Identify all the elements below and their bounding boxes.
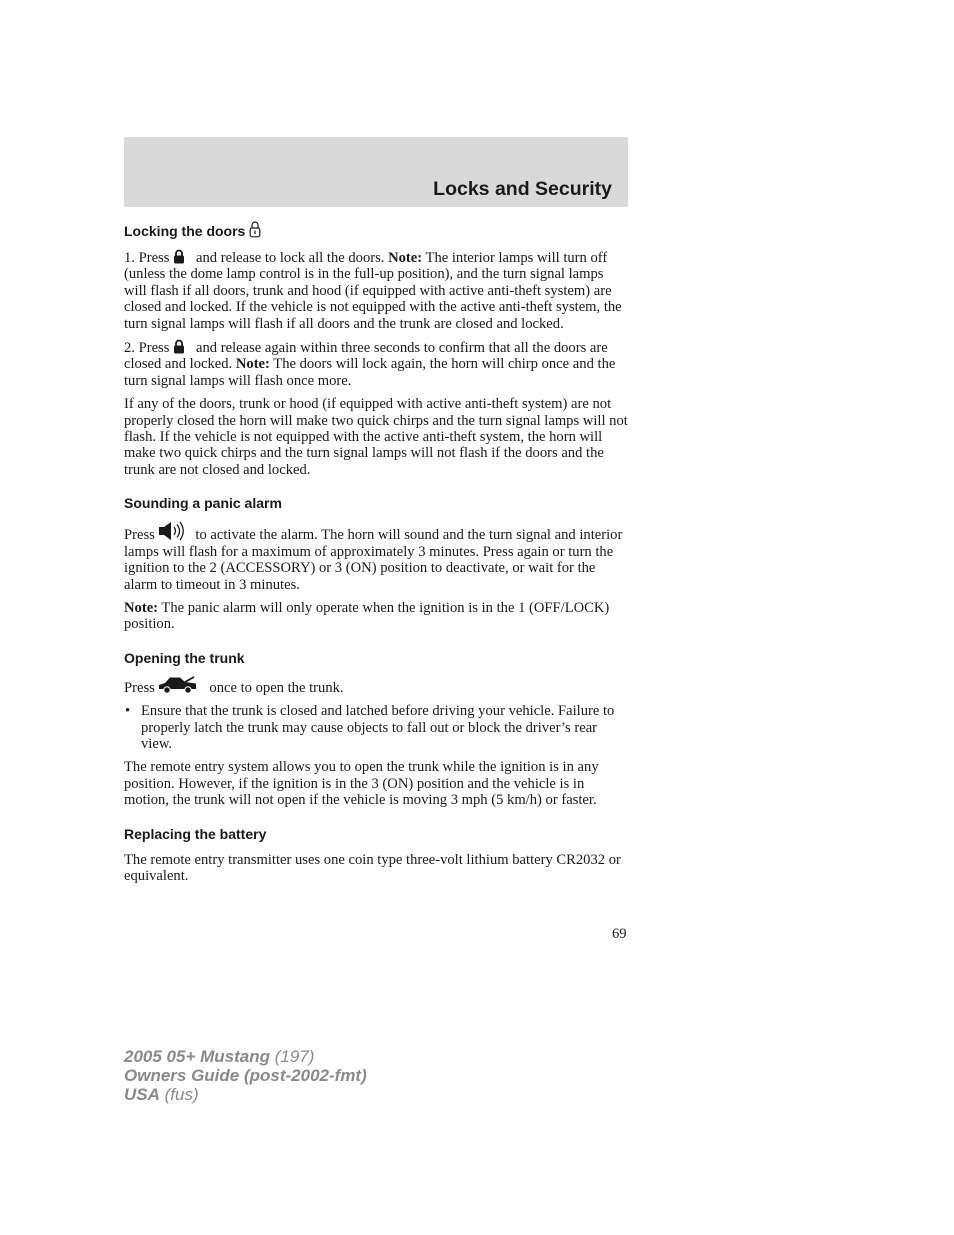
section-locking-doors — [124, 220, 628, 478]
section-opening-trunk — [124, 649, 628, 809]
section-heading-trunk: Opening the trunk — [124, 649, 245, 666]
section-heading-locking: Locking the doors — [124, 220, 628, 240]
footer-line-2: Owners Guide (post-2002-fmt) — [124, 1066, 367, 1085]
page-number: 69 — [612, 926, 627, 942]
battery-paragraph: The remote entry transmitter uses one coin type three-volt lithium battery CR2032 or equivalent. — [124, 851, 621, 884]
trunk-bullet-list — [124, 703, 628, 752]
main-content — [124, 220, 628, 891]
section-heading-battery: Replacing the battery — [124, 825, 267, 842]
locking-warning-paragraph: If any of the doors, trunk or hood (if equipped with active anti-theft system) are not properly closed the horn will make two quick chirps and the turn signal lamps will not flash. If the vehicle is not equipped with the active anti-theft system, the horn will make two quick chirps and the turn signal lamps will not flash if the doors and the trunk are not closed and locked. — [124, 396, 628, 478]
header-band — [124, 137, 628, 207]
trunk-remote-paragraph: The remote entry system allows you to open the trunk while the ignition is in any position. However, if the ignition is in the 3 (ON) position and the vehicle is in motion, the trunk will not open if the vehicle is moving 3 mph (5 km/h) or faster. — [124, 759, 599, 809]
lock-icon — [173, 339, 185, 354]
footer-line-1: 2005 05+ Mustang (197) — [124, 1047, 315, 1066]
car-trunk-icon — [158, 676, 198, 694]
page-title: Locks and Security — [433, 178, 612, 200]
panic-paragraph: Press to activate the alarm. The horn will sound and the turn signal and interior lamps will flash for a maximum of approximately 3 minutes. Press again or turn the ignition to the 2 (ACCESSORY) or 3 (ON) position to deactivate, or wait for the alarm to timeout in 3 minutes. — [124, 521, 628, 593]
locking-step-1: 1. Press and release to lock all the doors. Note: The interior lamps will turn off (unless the dome lamp control is in the full-up position), and the turn signal lamps will flash if all doors, trunk and hood (if equipped with active anti-theft system) are closed and locked. If the vehicle is not equipped with the active anti-theft system, the turn signal lamps will flash if all doors and the trunk are closed and locked. — [124, 250, 622, 332]
section-replacing-battery — [124, 825, 628, 885]
bullet-mark: • — [125, 703, 131, 720]
trunk-paragraph: Press once to open the trunk. — [124, 676, 628, 696]
speaker-panic-icon — [158, 521, 184, 541]
locking-step-2: 2. Press and release again within three seconds to confirm that all the doors are closed and locked. Note: The doors will lock again, the horn will chirp once and the turn signal lamps will flash once more. — [124, 340, 616, 389]
footer-line-3: USA (fus) — [124, 1085, 199, 1104]
footer-document-id — [124, 1047, 367, 1104]
section-heading-panic: Sounding a panic alarm — [124, 495, 282, 512]
panic-note: Note: The panic alarm will only operate when the ignition is in the 1 (OFF/LOCK) position. — [124, 599, 610, 633]
lock-icon — [173, 249, 185, 264]
lock-outline-icon — [249, 220, 261, 238]
section-panic-alarm — [124, 494, 628, 632]
list-item: • Ensure that the trunk is closed and latched before driving your vehicle. Failure to properly latch the trunk may cause objects to fall out or block the driver’s rear view. — [125, 703, 615, 752]
